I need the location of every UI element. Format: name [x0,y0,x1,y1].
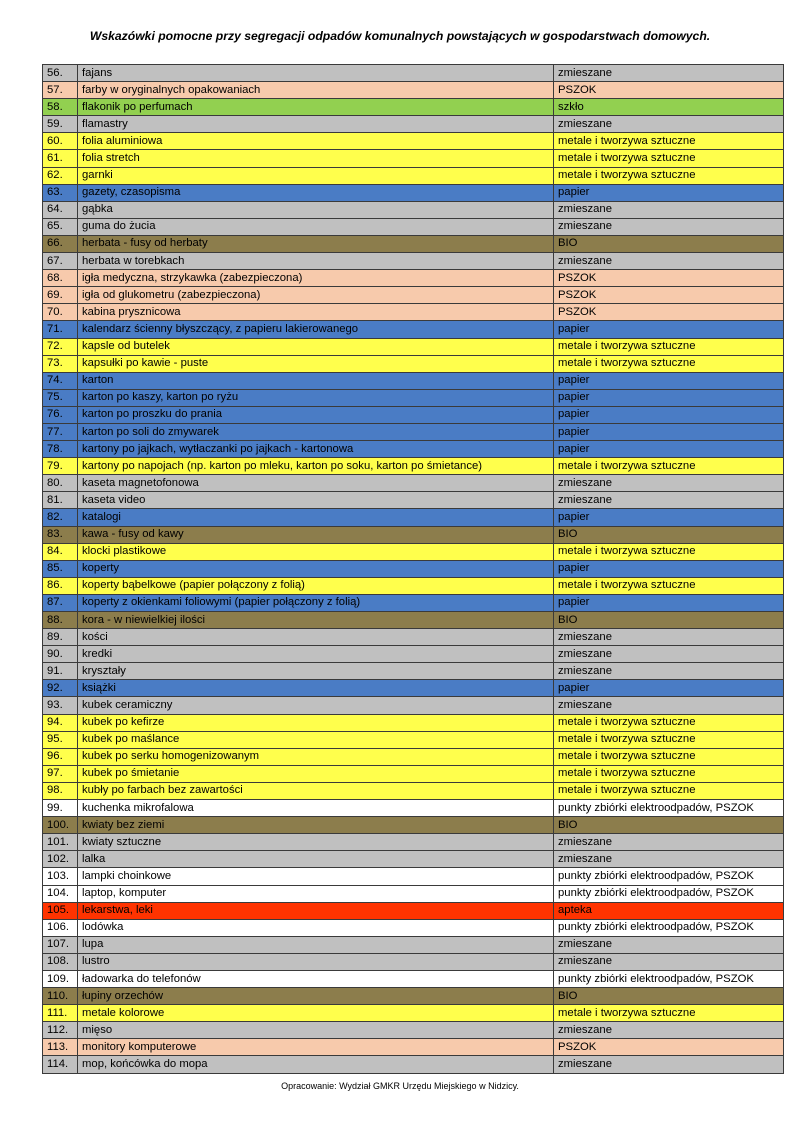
table-row [43,560,784,577]
item-name: kaseta video [78,492,554,509]
waste-category: punkty zbiórki elektroodpadów, PSZOK [554,970,784,987]
row-number: 97. [43,765,78,782]
waste-category: PSZOK [554,304,784,321]
table-row [43,902,784,919]
table-row [43,492,784,509]
row-number: 85. [43,560,78,577]
item-name: fajans [78,65,554,82]
table-row [43,543,784,560]
table-row [43,218,784,235]
row-number: 67. [43,253,78,270]
waste-category: zmieszane [554,851,784,868]
item-name: kubek po maślance [78,731,554,748]
item-name: kartony po jajkach, wytłaczanki po jajkach - kartonowa [78,441,554,458]
table-row [43,577,784,594]
waste-category: zmieszane [554,65,784,82]
row-number: 86. [43,577,78,594]
table-row [43,748,784,765]
row-number: 57. [43,82,78,99]
item-name: koperty z okienkami foliowymi (papier połączony z folią) [78,594,554,611]
waste-category: metale i tworzywa sztuczne [554,150,784,167]
row-number: 66. [43,235,78,252]
row-number: 82. [43,509,78,526]
row-number: 88. [43,612,78,629]
row-number: 91. [43,663,78,680]
row-number: 68. [43,270,78,287]
table-row [43,936,784,953]
item-name: kapsułki po kawie - puste [78,355,554,372]
item-name: kawa - fusy od kawy [78,526,554,543]
waste-category: zmieszane [554,475,784,492]
row-number: 72. [43,338,78,355]
item-name: klocki plastikowe [78,543,554,560]
table-row [43,167,784,184]
table-row [43,1056,784,1073]
row-number: 74. [43,372,78,389]
row-number: 83. [43,526,78,543]
row-number: 94. [43,714,78,731]
waste-category: zmieszane [554,936,784,953]
table-row [43,1005,784,1022]
table-row [43,646,784,663]
table-row [43,441,784,458]
row-number: 108. [43,953,78,970]
item-name: gąbka [78,201,554,218]
table-row [43,834,784,851]
waste-category: zmieszane [554,646,784,663]
row-number: 78. [43,441,78,458]
row-number: 96. [43,748,78,765]
table-row [43,184,784,201]
item-name: kabina prysznicowa [78,304,554,321]
item-name: łupiny orzechów [78,988,554,1005]
row-number: 113. [43,1039,78,1056]
waste-category: metale i tworzywa sztuczne [554,782,784,799]
waste-category: zmieszane [554,201,784,218]
row-number: 62. [43,167,78,184]
item-name: koperty bąbelkowe (papier połączony z folią) [78,577,554,594]
item-name: kwiaty sztuczne [78,834,554,851]
item-name: mięso [78,1022,554,1039]
table-row [43,287,784,304]
table-row [43,475,784,492]
waste-category: zmieszane [554,218,784,235]
waste-category: metale i tworzywa sztuczne [554,133,784,150]
waste-category: papier [554,321,784,338]
row-number: 103. [43,868,78,885]
row-number: 110. [43,988,78,1005]
item-name: monitory komputerowe [78,1039,554,1056]
item-name: gazety, czasopisma [78,184,554,201]
waste-category: punkty zbiórki elektroodpadów, PSZOK [554,885,784,902]
row-number: 107. [43,936,78,953]
table-row [43,304,784,321]
item-name: lampki choinkowe [78,868,554,885]
table-row [43,970,784,987]
row-number: 89. [43,629,78,646]
table-row [43,150,784,167]
table-row [43,782,784,799]
table-row [43,99,784,116]
item-name: flamastry [78,116,554,133]
table-row [43,201,784,218]
waste-category: zmieszane [554,697,784,714]
row-number: 109. [43,970,78,987]
row-number: 114. [43,1056,78,1073]
table-row [43,423,784,440]
table-row [43,629,784,646]
row-number: 90. [43,646,78,663]
table-row [43,509,784,526]
table-row [43,116,784,133]
item-name: igła od glukometru (zabezpieczona) [78,287,554,304]
waste-category: papier [554,441,784,458]
item-name: lekarstwa, leki [78,902,554,919]
row-number: 79. [43,458,78,475]
item-name: kości [78,629,554,646]
table-row [43,355,784,372]
waste-category: metale i tworzywa sztuczne [554,731,784,748]
row-number: 105. [43,902,78,919]
item-name: metale kolorowe [78,1005,554,1022]
item-name: kubek po śmietanie [78,765,554,782]
row-number: 100. [43,817,78,834]
item-name: lalka [78,851,554,868]
table-body [43,65,784,1074]
item-name: garnki [78,167,554,184]
table-row [43,526,784,543]
waste-category: zmieszane [554,834,784,851]
table-row [43,731,784,748]
waste-category: zmieszane [554,253,784,270]
waste-category: punkty zbiórki elektroodpadów, PSZOK [554,868,784,885]
row-number: 87. [43,594,78,611]
row-number: 64. [43,201,78,218]
item-name: mop, końcówka do mopa [78,1056,554,1073]
item-name: karton po kaszy, karton po ryżu [78,389,554,406]
table-row [43,338,784,355]
row-number: 81. [43,492,78,509]
waste-category: zmieszane [554,663,784,680]
row-number: 63. [43,184,78,201]
row-number: 70. [43,304,78,321]
item-name: kredki [78,646,554,663]
item-name: katalogi [78,509,554,526]
table-row [43,1039,784,1056]
table-row [43,389,784,406]
item-name: karton po proszku do prania [78,406,554,423]
table-row [43,885,784,902]
table-row [43,594,784,611]
table-row [43,65,784,82]
waste-category: metale i tworzywa sztuczne [554,714,784,731]
waste-category: metale i tworzywa sztuczne [554,167,784,184]
item-name: farby w oryginalnych opakowaniach [78,82,554,99]
item-name: laptop, komputer [78,885,554,902]
row-number: 93. [43,697,78,714]
item-name: książki [78,680,554,697]
row-number: 60. [43,133,78,150]
table-row [43,235,784,252]
waste-category: zmieszane [554,629,784,646]
item-name: kartony po napojach (np. karton po mleku, karton po soku, karton po śmietance) [78,458,554,475]
row-number: 98. [43,782,78,799]
row-number: 112. [43,1022,78,1039]
waste-category: PSZOK [554,287,784,304]
waste-category: metale i tworzywa sztuczne [554,338,784,355]
item-name: kapsle od butelek [78,338,554,355]
waste-category: zmieszane [554,953,784,970]
footer-note: Opracowanie: Wydział GMKR Urzędu Miejskiego w Nidzicy. [281,1081,519,1091]
item-name: ładowarka do telefonów [78,970,554,987]
row-number: 59. [43,116,78,133]
row-number: 111. [43,1005,78,1022]
page-title: Wskazówki pomocne przy segregacji odpadów komunalnych powstających w gospodarstwach domowych. [89,29,711,43]
item-name: herbata w torebkach [78,253,554,270]
row-number: 99. [43,800,78,817]
waste-category: zmieszane [554,492,784,509]
item-name: kalendarz ścienny błyszczący, z papieru lakierowanego [78,321,554,338]
item-name: lupa [78,936,554,953]
table-row [43,253,784,270]
item-name: kaseta magnetofonowa [78,475,554,492]
item-name: guma do żucia [78,218,554,235]
row-number: 95. [43,731,78,748]
waste-category: PSZOK [554,1039,784,1056]
waste-category: papier [554,594,784,611]
table-row [43,714,784,731]
table-row [43,1022,784,1039]
waste-category: PSZOK [554,82,784,99]
table-row [43,612,784,629]
row-number: 73. [43,355,78,372]
item-name: igła medyczna, strzykawka (zabezpieczona) [78,270,554,287]
item-name: lustro [78,953,554,970]
waste-category: szkło [554,99,784,116]
table-row [43,851,784,868]
waste-category: BIO [554,612,784,629]
item-name: kora - w niewielkiej ilości [78,612,554,629]
waste-category: metale i tworzywa sztuczne [554,765,784,782]
row-number: 75. [43,389,78,406]
row-number: 101. [43,834,78,851]
table-row [43,697,784,714]
table-row [43,953,784,970]
waste-category: metale i tworzywa sztuczne [554,355,784,372]
waste-category: zmieszane [554,116,784,133]
waste-category: zmieszane [554,1056,784,1073]
table-row [43,321,784,338]
row-number: 84. [43,543,78,560]
table-row [43,765,784,782]
waste-category: BIO [554,526,784,543]
table-row [43,663,784,680]
waste-category: BIO [554,235,784,252]
row-number: 56. [43,65,78,82]
table-row [43,919,784,936]
waste-segregation-table [42,64,784,1074]
table-row [43,406,784,423]
waste-category: metale i tworzywa sztuczne [554,748,784,765]
waste-category: papier [554,509,784,526]
item-name: folia stretch [78,150,554,167]
row-number: 58. [43,99,78,116]
waste-category: PSZOK [554,270,784,287]
table-row [43,868,784,885]
table-row [43,82,784,99]
table-row [43,988,784,1005]
row-number: 106. [43,919,78,936]
row-number: 92. [43,680,78,697]
waste-category: punkty zbiórki elektroodpadów, PSZOK [554,919,784,936]
waste-category: metale i tworzywa sztuczne [554,577,784,594]
item-name: folia aluminiowa [78,133,554,150]
item-name: kryształy [78,663,554,680]
item-name: herbata - fusy od herbaty [78,235,554,252]
waste-category: punkty zbiórki elektroodpadów, PSZOK [554,800,784,817]
table-row [43,372,784,389]
table-row [43,680,784,697]
item-name: koperty [78,560,554,577]
item-name: kuchenka mikrofalowa [78,800,554,817]
table-row [43,270,784,287]
waste-category: papier [554,406,784,423]
waste-category: zmieszane [554,1022,784,1039]
row-number: 104. [43,885,78,902]
row-number: 71. [43,321,78,338]
waste-category: metale i tworzywa sztuczne [554,458,784,475]
table-row [43,458,784,475]
waste-category: papier [554,372,784,389]
item-name: flakonik po perfumach [78,99,554,116]
waste-category: papier [554,389,784,406]
waste-category: papier [554,560,784,577]
table-row [43,133,784,150]
waste-category: papier [554,184,784,201]
table-row [43,800,784,817]
waste-category: papier [554,680,784,697]
item-name: lodówka [78,919,554,936]
row-number: 80. [43,475,78,492]
item-name: kubły po farbach bez zawartości [78,782,554,799]
waste-category: BIO [554,817,784,834]
row-number: 77. [43,423,78,440]
row-number: 65. [43,218,78,235]
table-row [43,817,784,834]
waste-category: metale i tworzywa sztuczne [554,1005,784,1022]
item-name: karton [78,372,554,389]
item-name: kubek ceramiczny [78,697,554,714]
row-number: 61. [43,150,78,167]
waste-category: BIO [554,988,784,1005]
row-number: 69. [43,287,78,304]
waste-category: metale i tworzywa sztuczne [554,543,784,560]
row-number: 76. [43,406,78,423]
item-name: kubek po kefirze [78,714,554,731]
item-name: kwiaty bez ziemi [78,817,554,834]
waste-category: apteka [554,902,784,919]
item-name: kubek po serku homogenizowanym [78,748,554,765]
row-number: 102. [43,851,78,868]
waste-category: papier [554,423,784,440]
item-name: karton po soli do zmywarek [78,423,554,440]
